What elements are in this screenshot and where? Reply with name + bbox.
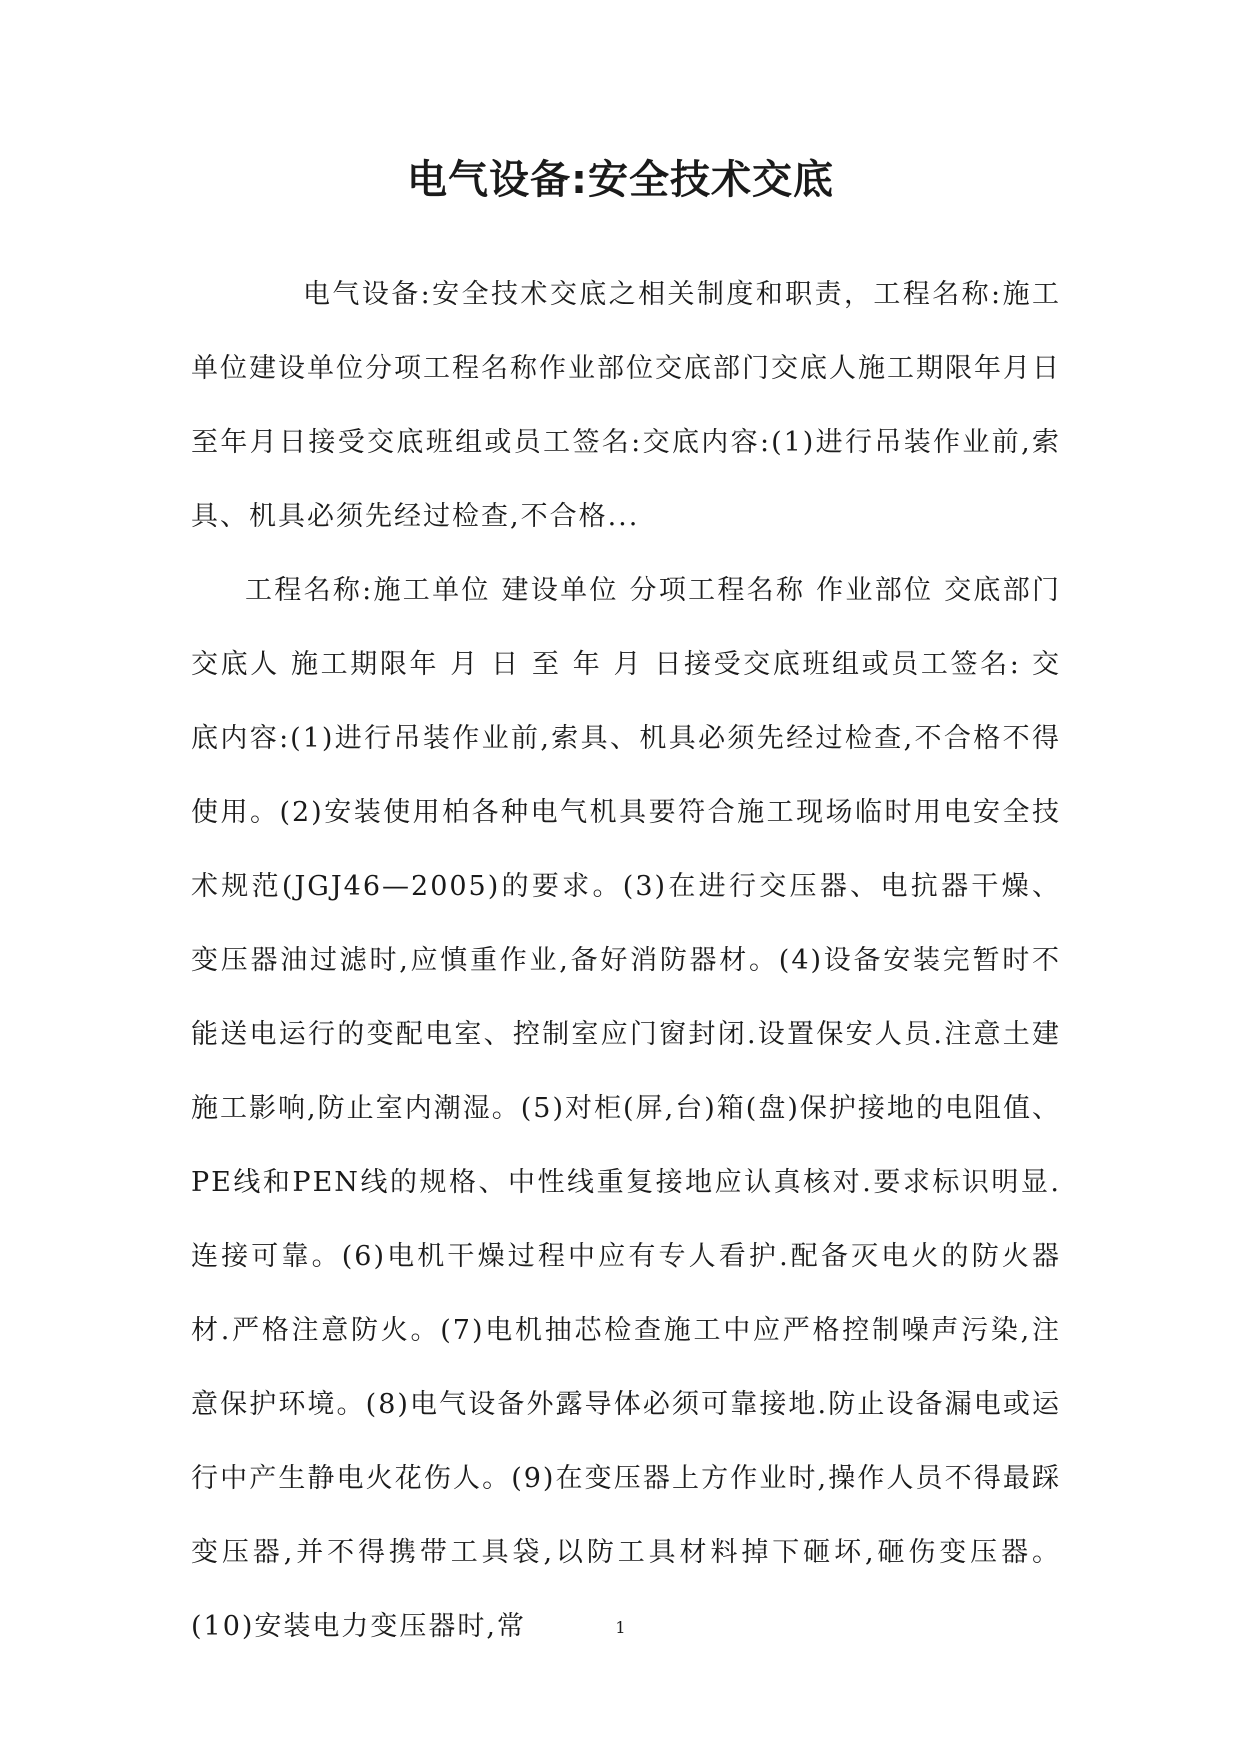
paragraph-details: 工程名称:施工单位 建设单位 分项工程名称 作业部位 交底部门 交底人 施工期限年 月 日 至 年 月 日接受交底班组或员工签名: 交底内容:(1)进行吊装作业前,索具、机具必须先经过检查,不合格不得使用。(2)安装使用柏各种电气机具要符合施工现场临时用电安全技术规范(JGJ46—2005)的要求。(3)在进行交压器、电抗器干燥、变压器油过滤时,应慎重作业,备好消防器材。(4)设备安装完暂时不能送电运行的变配电室、控制室应门窗封闭.设置保安人员.注意土建施工影响,防止室内潮湿。(5)对柜(屏,台)箱(盘)保护接地的电阻值、PE线和PEN线的规格、中性线重复接地应认真核对.要求标识明显.连接可靠。(6)电机干燥过程中应有专人看护.配备灭电火的防火器材.严格注意防火。(7)电机抽芯检查施工中应严格控制噪声污染,注意保护环境。(8)电气设备外露导体必须可靠接地.防止设备漏电或运行中产生静电火花伤人。(9)在变压器上方作业时,操作人员不得最踩变压器,并不得携带工具袋,以防工具材料掉下砸坏,砸伤变压器。(10)安装电力变压器时,常 bbox=[191, 575, 1061, 1642]
paragraph-summary: 电气设备:安全技术交底之相关制度和职责，工程名称:施工单位建设单位分项工程名称作业部位交底部门交底人施工期限年月日至年月日接受交底班组或员工签名:交底内容:(1)进行吊装作业前,索具、机具必须先经过检查,不合格... bbox=[191, 279, 1061, 532]
document-title: 电气设备:安全技术交底 bbox=[407, 157, 834, 203]
document-body bbox=[191, 258, 1061, 1664]
page-number: 1 bbox=[615, 1618, 626, 1637]
